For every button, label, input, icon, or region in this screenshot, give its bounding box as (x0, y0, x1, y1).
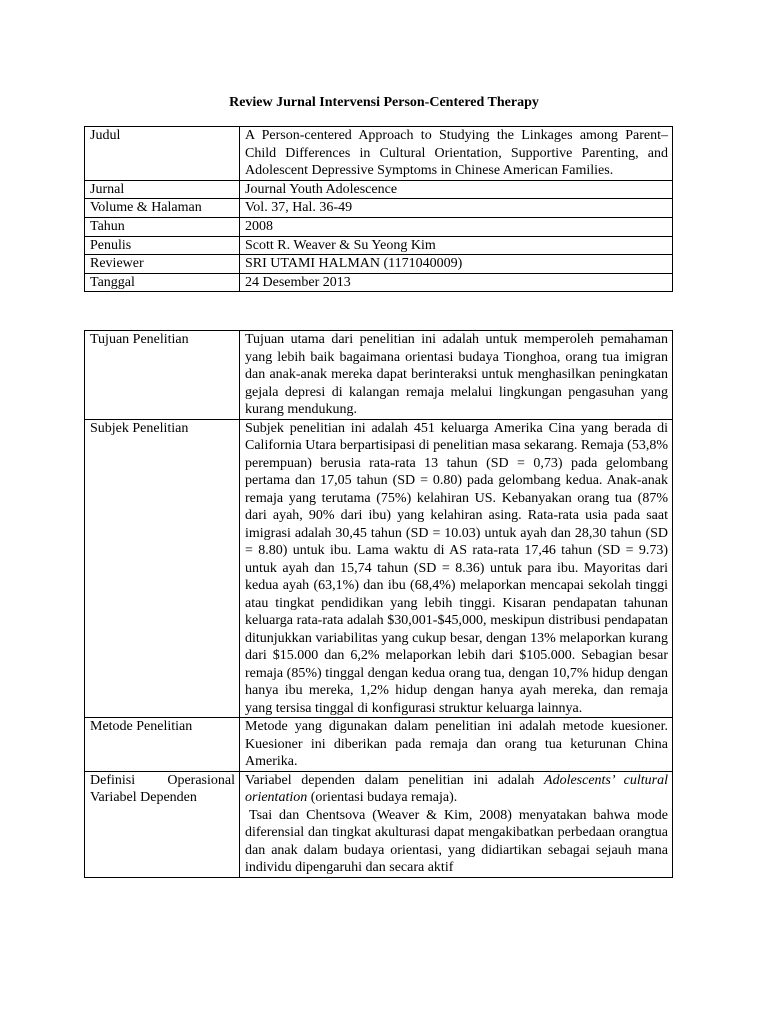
info-label: Reviewer (85, 255, 240, 274)
table-row (85, 718, 673, 772)
definisi-paragraph-1 (245, 772, 668, 807)
info-value: 2008 (240, 217, 673, 236)
review-label-tujuan: Tujuan Penelitian (85, 331, 240, 420)
info-value: Vol. 37, Hal. 36-49 (240, 199, 673, 218)
info-value: 24 Desember 2013 (240, 273, 673, 292)
info-label: Tahun (85, 217, 240, 236)
table-row (85, 180, 673, 199)
info-value: A Person-centered Approach to Studying the Linkages among Parent–Child Differences in Cultural Orientation, Supportive Parenting, and Adolescent Depressive Symptoms in Chinese American Families. (240, 127, 673, 181)
definisi-paragraph-2: Tsai dan Chentsova (Weaver & Kim, 2008) menyatakan bahwa mode diferensial dan tingkat akulturasi dapat mengakibatkan perbedaan orangtua dan anak dalam budaya orientasi, yang didiartikan sebagai sejauh mana individu dipengaruhi dan secara aktif (245, 807, 668, 875)
info-value: Scott R. Weaver & Su Yeong Kim (240, 236, 673, 255)
info-value: Journal Youth Adolescence (240, 180, 673, 199)
review-value-subjek: Subjek penelitian ini adalah 451 keluarga Amerika Cina yang berada di California Utara berpartisipasi di penelitian masa sekarang. Remaja (53,8% perempuan) berusia rata-rata 13 tahun (SD = 0,73) pada gelombang pertama dan 17,05 tahun (SD = 0.80) pada gelombang kedua. Anak-anak remaja yang terutama (75%) kelahiran US. Kebanyakan orang tua (87% dari ayah, 90% dari ibu) yang kelahiran asing. Rata-rata usia pada saat imigrasi adalah 30,45 tahun (SD = 10.03) untuk ayah dan 28,30 tahun (SD = 8.80) untuk ibu. Lama waktu di AS rata-rata 17,46 tahun (SD = 9.73) untuk ayah dan 15,74 tahun (SD = 8.36) untuk para ibu. Mayoritas dari kedua ayah (63,1%) dan ibu (68,4%) melaporkan mencapai sekolah tinggi atau tingkat pendidikan yang lebih tinggi. Kisaran pendapatan tahunan keluarga rata-rata adalah $30,001-$45,000, meskipun distribusi pendapatan ditunjukkan variabilitas yang cukup besar, dengan 13% melaporkan kurang dari $15.000 dan 6,2% melaporkan lebih dari $105.000. Sebagian besar remaja (85%) tinggal dengan kedua orang tua, dengan 10,7% hidup dengan hanya ibu mereka, 1,2% hidup dengan hanya ayah mereka, dan remaja yang tersisa tinggal di konfigurasi struktur keluarga lainnya. (240, 419, 673, 718)
definisi-p1-italic: Adolescents’ cultural orientation (245, 772, 668, 805)
table-row (85, 199, 673, 218)
info-label: Volume & Halaman (85, 199, 240, 218)
definisi-label-line2: Variabel Dependen (90, 790, 197, 805)
info-label: Penulis (85, 236, 240, 255)
review-label-metode: Metode Penelitian (85, 718, 240, 772)
review-value-metode: Metode yang digunakan dalam penelitian ini adalah metode kuesioner. Kuesioner ini diberikan pada remaja dan orang tua keturunan China Amerika. (240, 718, 673, 772)
review-value-definisi (240, 771, 673, 877)
table-row (85, 236, 673, 255)
review-table (84, 330, 673, 878)
info-label: Judul (85, 127, 240, 181)
table-row (85, 771, 673, 877)
info-label: Jurnal (85, 180, 240, 199)
definisi-p1-start: Variabel dependen dalam penelitian ini adalah (245, 772, 545, 788)
info-value: SRI UTAMI HALMAN (1171040009) (240, 255, 673, 274)
review-label-subjek: Subjek Penelitian (85, 419, 240, 718)
table-row (85, 217, 673, 236)
table-row (85, 127, 673, 181)
review-value-tujuan: Tujuan utama dari penelitian ini adalah untuk memperoleh pemahaman yang lebih baik bagaimana orientasi budaya Tionghoa, orang tua imigran dan anak-anak mereka dapat berinteraksi untuk menghasilkan peningkatan gejala depresi di kalangan remaja melalui lingkungan pengasuhan yang kurang mendukung. (240, 331, 673, 420)
table-row (85, 419, 673, 718)
review-label-definisi (85, 771, 240, 877)
info-label: Tanggal (85, 273, 240, 292)
definisi-label-line1: Definisi Operasional (90, 772, 235, 788)
journal-info-table (84, 126, 673, 292)
table-row (85, 255, 673, 274)
table-row (85, 331, 673, 420)
definisi-p1-end: (orientasi budaya remaja). (307, 790, 458, 805)
table-row (85, 273, 673, 292)
document-title: Review Jurnal Intervensi Person-Centered Therapy (229, 95, 539, 110)
